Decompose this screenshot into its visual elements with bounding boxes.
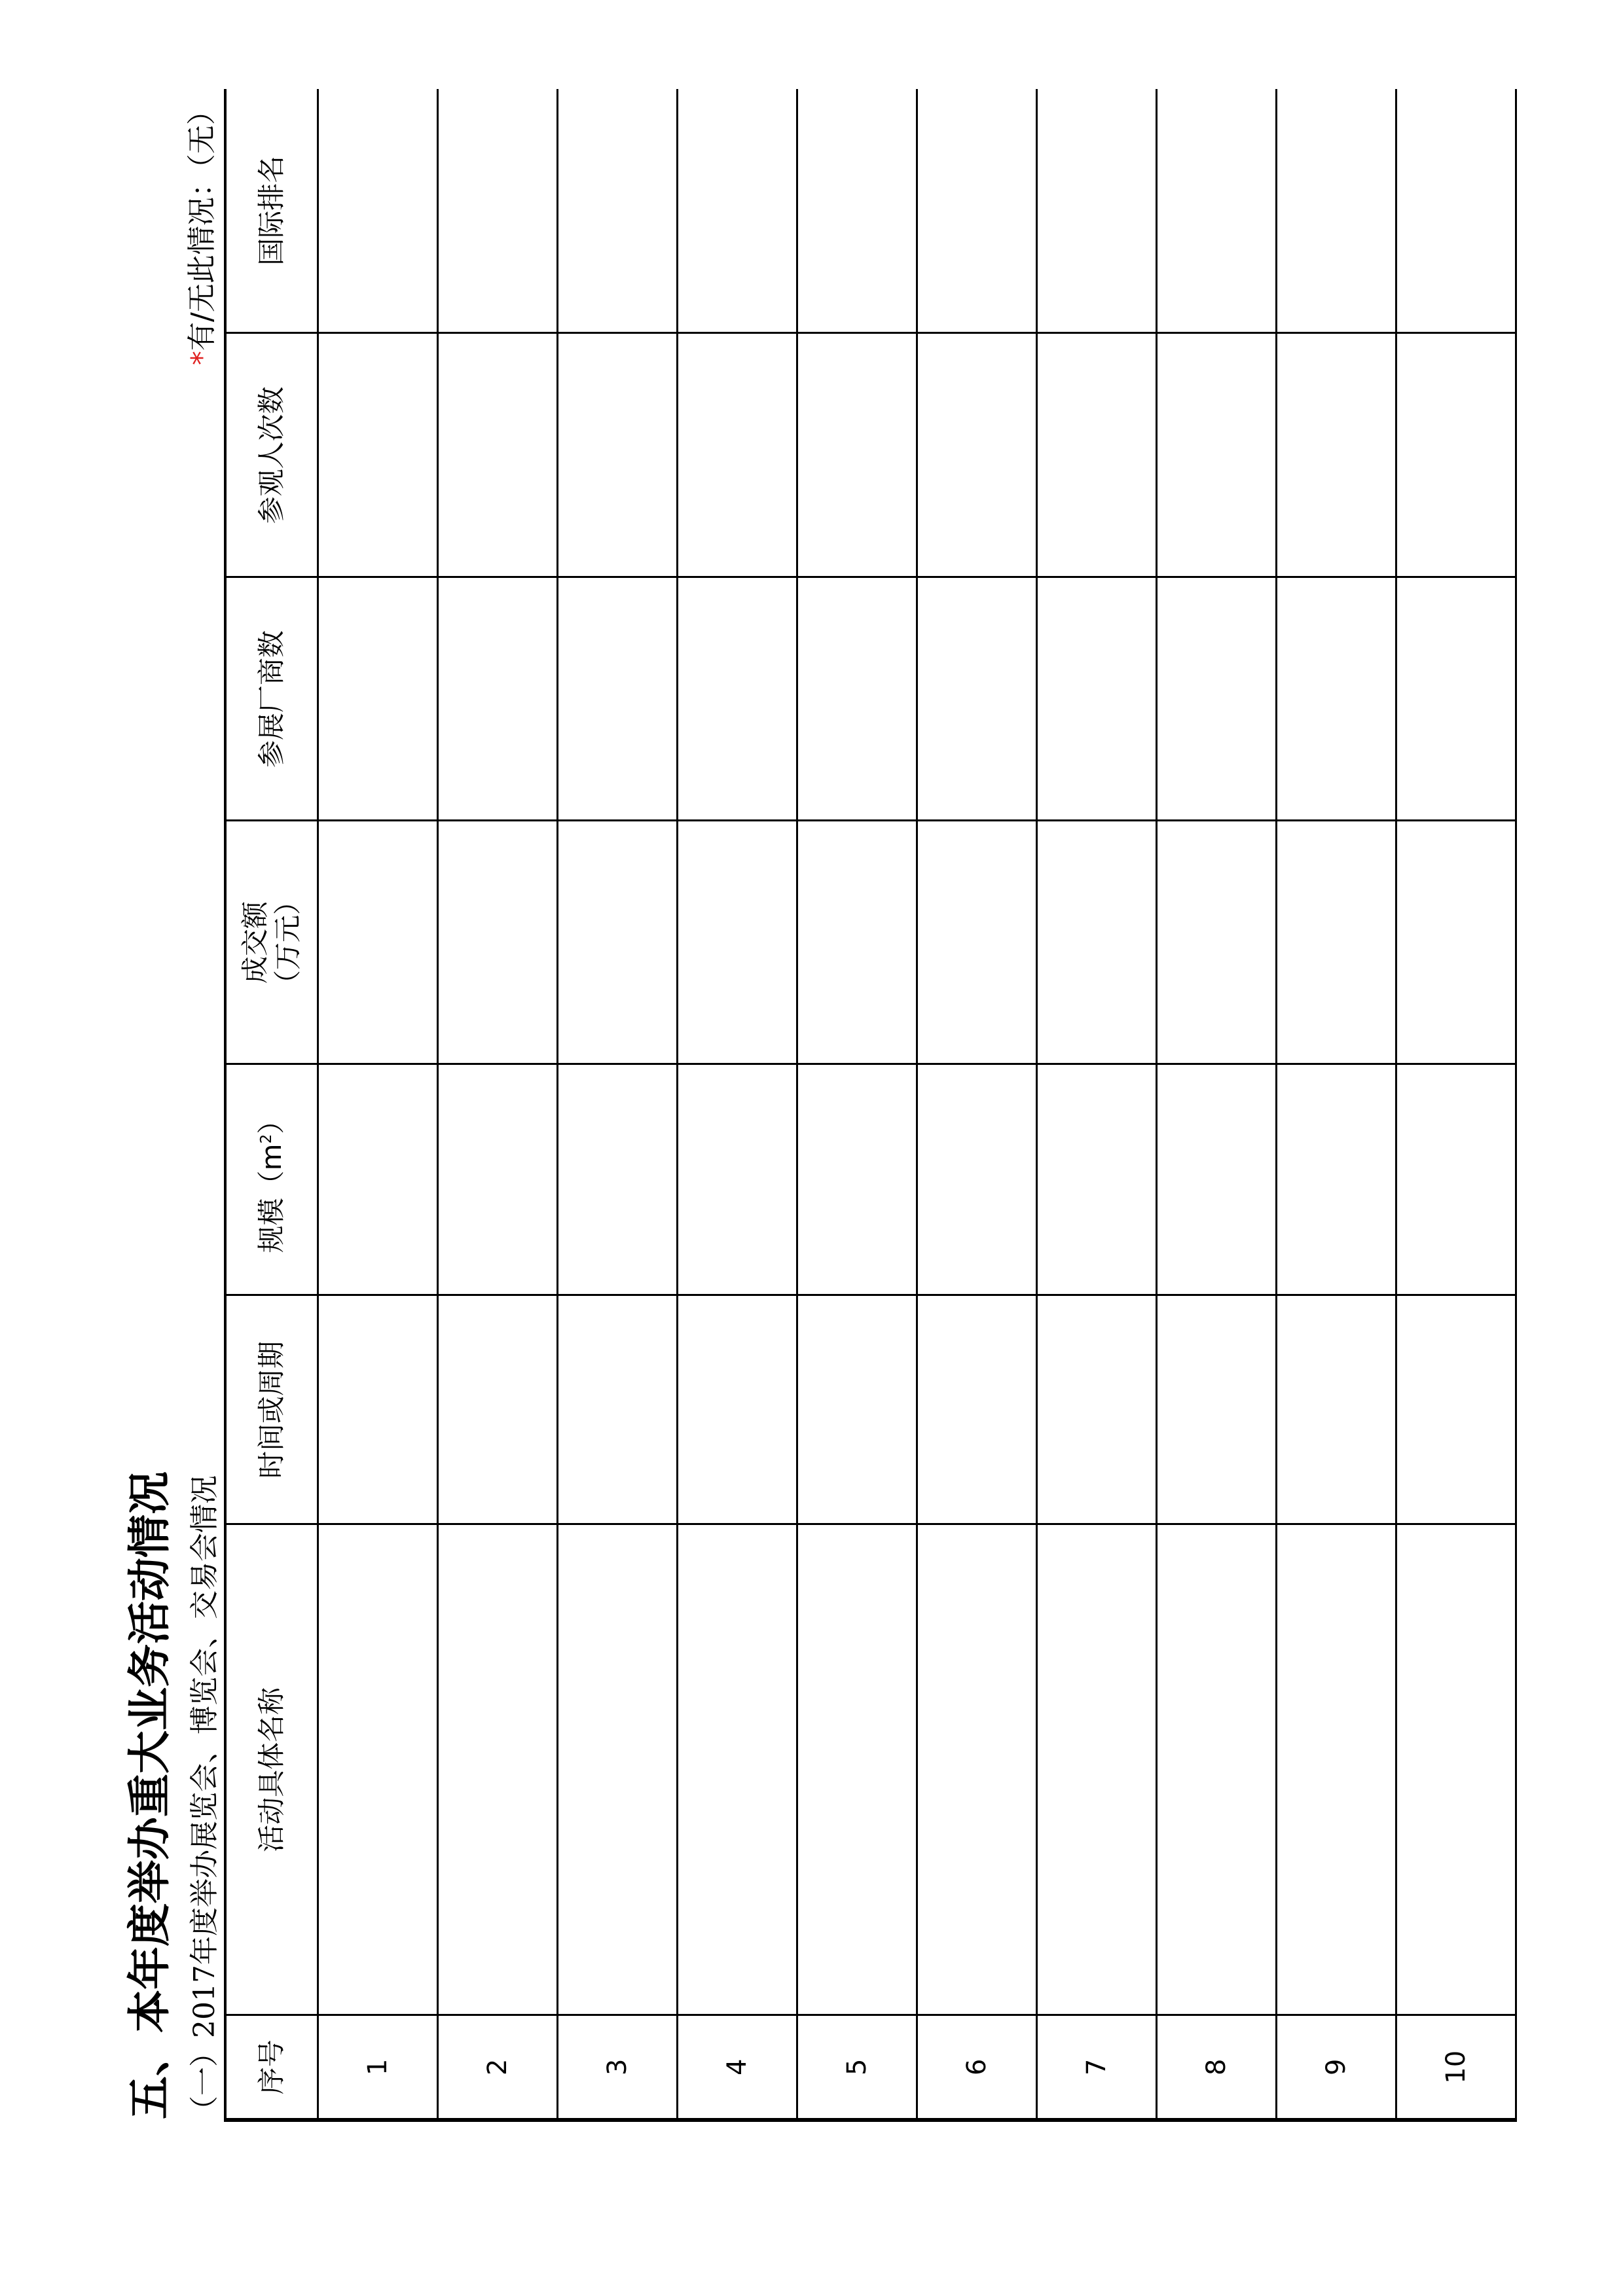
header-scale bbox=[225, 1064, 318, 1295]
cell-activity-name[interactable] bbox=[1396, 1524, 1516, 2015]
cell-turnover[interactable] bbox=[1396, 821, 1516, 1064]
header-scale-text: 规模（m bbox=[255, 1143, 288, 1253]
cell-visitors[interactable] bbox=[1396, 333, 1516, 577]
cell-scale[interactable] bbox=[678, 1064, 797, 1295]
cell-visitors[interactable] bbox=[558, 333, 678, 577]
cell-scale[interactable] bbox=[1037, 1064, 1157, 1295]
cell-visitors[interactable] bbox=[1037, 333, 1157, 577]
cell-scale[interactable] bbox=[1396, 1064, 1516, 1295]
table-row bbox=[1157, 89, 1277, 2120]
header-turnover bbox=[225, 821, 318, 1064]
cell-scale[interactable] bbox=[1277, 1064, 1396, 1295]
header-activity-name: 活动具体名称 bbox=[225, 1524, 318, 2015]
cell-period[interactable] bbox=[1396, 1295, 1516, 1524]
row-index: 9 bbox=[1277, 2015, 1396, 2120]
cell-turnover[interactable] bbox=[1157, 821, 1277, 1064]
cell-visitors[interactable] bbox=[678, 333, 797, 577]
cell-period[interactable] bbox=[438, 1295, 558, 1524]
row-index: 5 bbox=[797, 2015, 917, 2120]
status-note-text: 有/无此情况：（无） bbox=[185, 96, 219, 351]
cell-turnover[interactable] bbox=[438, 821, 558, 1064]
cell-turnover[interactable] bbox=[797, 821, 917, 1064]
cell-ranking[interactable] bbox=[1277, 89, 1396, 333]
cell-period[interactable] bbox=[917, 1295, 1037, 1524]
cell-exhibitors[interactable] bbox=[1277, 577, 1396, 821]
cell-visitors[interactable] bbox=[1277, 333, 1396, 577]
cell-activity-name[interactable] bbox=[917, 1524, 1037, 2015]
cell-activity-name[interactable] bbox=[438, 1524, 558, 2015]
cell-turnover[interactable] bbox=[917, 821, 1037, 1064]
cell-scale[interactable] bbox=[438, 1064, 558, 1295]
cell-ranking[interactable] bbox=[917, 89, 1037, 333]
cell-period[interactable] bbox=[558, 1295, 678, 1524]
cell-exhibitors[interactable] bbox=[917, 577, 1037, 821]
cell-ranking[interactable] bbox=[318, 89, 438, 333]
cell-ranking[interactable] bbox=[797, 89, 917, 333]
cell-activity-name[interactable] bbox=[1157, 1524, 1277, 2015]
cell-visitors[interactable] bbox=[1157, 333, 1277, 577]
cell-period[interactable] bbox=[318, 1295, 438, 1524]
cell-exhibitors[interactable] bbox=[1037, 577, 1157, 821]
row-index: 8 bbox=[1157, 2015, 1277, 2120]
cell-ranking[interactable] bbox=[558, 89, 678, 333]
activity-table bbox=[224, 89, 1517, 2122]
header-turnover-line2: （万元） bbox=[272, 888, 304, 998]
cell-exhibitors[interactable] bbox=[1396, 577, 1516, 821]
header-scale-sup: 2 bbox=[258, 1134, 276, 1144]
cell-scale[interactable] bbox=[318, 1064, 438, 1295]
table-row bbox=[558, 89, 678, 2120]
cell-period[interactable] bbox=[1157, 1295, 1277, 1524]
cell-activity-name[interactable] bbox=[1277, 1524, 1396, 2015]
cell-activity-name[interactable] bbox=[1037, 1524, 1157, 2015]
cell-ranking[interactable] bbox=[678, 89, 797, 333]
section-title: 五、本年度举办重大业务活动情况 bbox=[124, 1471, 175, 2119]
cell-period[interactable] bbox=[1277, 1295, 1396, 1524]
subsection-title: （一）2017年度举办展览会、博览会、交易会情况 bbox=[188, 1475, 221, 2125]
table-row bbox=[797, 89, 917, 2120]
table-body bbox=[318, 89, 1516, 2120]
required-star-icon: * bbox=[185, 351, 219, 365]
header-turnover-line1: 成交额 bbox=[239, 901, 272, 984]
status-note bbox=[178, 96, 220, 365]
cell-turnover[interactable] bbox=[678, 821, 797, 1064]
table-row bbox=[1277, 89, 1396, 2120]
row-index: 4 bbox=[678, 2015, 797, 2120]
table-row bbox=[678, 89, 797, 2120]
cell-period[interactable] bbox=[678, 1295, 797, 1524]
row-index: 1 bbox=[318, 2015, 438, 2120]
table-row bbox=[917, 89, 1037, 2120]
cell-visitors[interactable] bbox=[797, 333, 917, 577]
cell-activity-name[interactable] bbox=[318, 1524, 438, 2015]
cell-exhibitors[interactable] bbox=[438, 577, 558, 821]
cell-scale[interactable] bbox=[797, 1064, 917, 1295]
cell-scale[interactable] bbox=[558, 1064, 678, 1295]
cell-ranking[interactable] bbox=[438, 89, 558, 333]
cell-exhibitors[interactable] bbox=[797, 577, 917, 821]
header-scale-close: ） bbox=[255, 1106, 288, 1134]
table-row bbox=[1396, 89, 1516, 2120]
row-index: 2 bbox=[438, 2015, 558, 2120]
cell-period[interactable] bbox=[1037, 1295, 1157, 1524]
cell-activity-name[interactable] bbox=[678, 1524, 797, 2015]
cell-visitors[interactable] bbox=[917, 333, 1037, 577]
header-period: 时间或周期 bbox=[225, 1295, 318, 1524]
cell-ranking[interactable] bbox=[1037, 89, 1157, 333]
cell-scale[interactable] bbox=[917, 1064, 1037, 1295]
row-index: 7 bbox=[1037, 2015, 1157, 2120]
cell-ranking[interactable] bbox=[1396, 89, 1516, 333]
table-row bbox=[438, 89, 558, 2120]
cell-activity-name[interactable] bbox=[797, 1524, 917, 2015]
cell-exhibitors[interactable] bbox=[558, 577, 678, 821]
table-row bbox=[318, 89, 438, 2120]
cell-period[interactable] bbox=[797, 1295, 917, 1524]
cell-scale[interactable] bbox=[1157, 1064, 1277, 1295]
header-exhibitors: 参展厂商数 bbox=[225, 577, 318, 821]
table-row bbox=[1037, 89, 1157, 2120]
row-index: 10 bbox=[1396, 2015, 1516, 2120]
cell-visitors[interactable] bbox=[438, 333, 558, 577]
cell-turnover[interactable] bbox=[318, 821, 438, 1064]
cell-activity-name[interactable] bbox=[558, 1524, 678, 2015]
cell-exhibitors[interactable] bbox=[1157, 577, 1277, 821]
cell-exhibitors[interactable] bbox=[678, 577, 797, 821]
header-ranking: 国际排名 bbox=[225, 89, 318, 333]
table-header-row bbox=[225, 89, 318, 2120]
cell-ranking[interactable] bbox=[1157, 89, 1277, 333]
cell-turnover[interactable] bbox=[1277, 821, 1396, 1064]
cell-visitors[interactable] bbox=[318, 333, 438, 577]
cell-turnover[interactable] bbox=[558, 821, 678, 1064]
header-index: 序号 bbox=[225, 2015, 318, 2120]
cell-exhibitors[interactable] bbox=[318, 577, 438, 821]
row-index: 6 bbox=[917, 2015, 1037, 2120]
row-index: 3 bbox=[558, 2015, 678, 2120]
cell-turnover[interactable] bbox=[1037, 821, 1157, 1064]
header-visitors: 参观人次数 bbox=[225, 333, 318, 577]
